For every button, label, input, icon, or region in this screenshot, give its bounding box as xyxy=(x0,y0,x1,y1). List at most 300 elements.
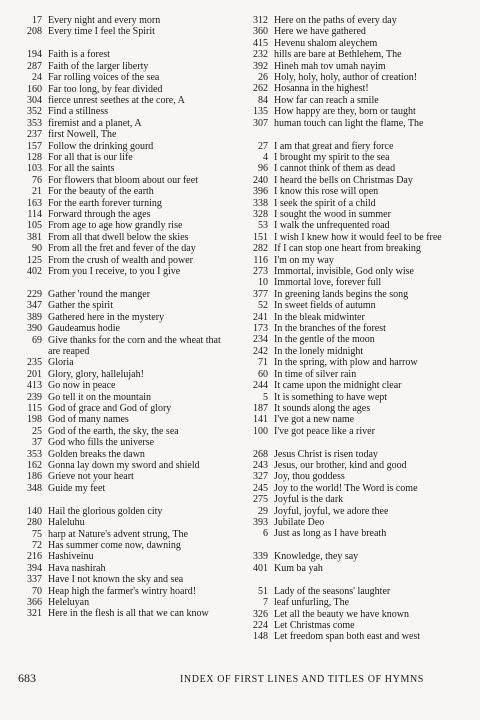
hymn-number: 239 xyxy=(27,391,42,403)
hymn-title: I've got a new name xyxy=(274,414,355,426)
hymn-title: Heleluyan xyxy=(48,597,90,608)
hymn-title: Give thanks for the corn and the wheat that are reaped xyxy=(48,334,221,357)
hymn-number: 243 xyxy=(253,460,268,472)
index-entry xyxy=(244,597,466,608)
hymn-title: Every night and every morn xyxy=(48,15,161,26)
hymn-number: 241 xyxy=(253,311,268,323)
hymn-number: 116 xyxy=(253,254,268,266)
hymn-number: 125 xyxy=(27,254,42,266)
hymn-title: Grieve not your heart xyxy=(48,471,134,483)
index-entry xyxy=(18,563,226,574)
index-entry xyxy=(18,460,226,471)
hymn-title: In the lonely midnight xyxy=(274,345,364,357)
hymn-title: Find a stillness xyxy=(48,106,109,118)
hymn-title: first Nowell, The xyxy=(48,129,117,141)
hymn-title: How far can reach a smile xyxy=(274,94,379,106)
index-entry xyxy=(18,243,226,254)
index-entry xyxy=(244,266,466,277)
index-entry xyxy=(18,84,226,95)
hymn-number: 27 xyxy=(258,140,268,152)
hymn-title: Kum ba yah xyxy=(274,562,323,574)
hymn-number: 194 xyxy=(27,49,42,61)
index-entry xyxy=(18,72,226,83)
index-entry xyxy=(244,277,466,288)
index-entry xyxy=(244,471,466,482)
hymn-number: 60 xyxy=(258,368,268,380)
index-entry xyxy=(18,597,226,608)
index-entry xyxy=(18,61,226,72)
hymn-title: Jubilate Deo xyxy=(274,517,325,529)
index-entry xyxy=(18,517,226,528)
hymn-title: Faith of the larger liberty xyxy=(48,60,149,72)
index-entry xyxy=(244,38,466,49)
hymn-number: 242 xyxy=(253,345,268,357)
hymn-title: Joyful is the dark xyxy=(274,494,344,506)
hymn-number: 402 xyxy=(27,266,42,278)
hymn-title: I know this rose will open xyxy=(274,186,379,198)
hymn-title: Gathered here in the mystery xyxy=(48,311,165,323)
hymn-title: Holy, holy, holy, author of creation! xyxy=(274,72,418,84)
hymn-title: Just as long as I have breath xyxy=(274,528,387,540)
hymn-title: Have I not known the sky and sea xyxy=(48,574,184,586)
index-entry xyxy=(244,15,466,26)
hymn-title: Glory, glory, hallelujah! xyxy=(48,368,144,380)
hymn-number: 186 xyxy=(27,471,42,483)
hymn-number: 338 xyxy=(253,197,268,209)
hymn-number: 245 xyxy=(253,482,268,494)
hymn-number: 240 xyxy=(253,174,268,186)
index-entry xyxy=(244,312,466,323)
index-entry xyxy=(244,346,466,357)
hymn-number: 148 xyxy=(253,631,268,643)
index-entry xyxy=(244,551,466,562)
index-entry xyxy=(18,15,226,26)
hymn-number: 6 xyxy=(263,528,268,540)
hymn-number: 413 xyxy=(27,380,42,392)
hymn-title: Every time I feel the Spirit xyxy=(48,26,155,38)
hymn-title: Go now in peace xyxy=(48,380,116,392)
hymn-number: 415 xyxy=(253,37,268,49)
hymn-title: Gaudeamus hodie xyxy=(48,323,120,335)
hymn-title: Faith is a forest xyxy=(48,49,110,61)
hymn-number: 396 xyxy=(253,186,268,198)
hymn-title: fierce unrest seethes at the core, A xyxy=(48,94,185,106)
index-group xyxy=(244,586,466,643)
index-entry xyxy=(244,26,466,37)
hymn-number: 187 xyxy=(253,402,268,414)
index-entry xyxy=(244,152,466,163)
index-column-right xyxy=(244,15,466,654)
index-entry xyxy=(18,220,226,231)
hymn-title: Haleluhu xyxy=(48,517,85,529)
hymn-title: From all that dwell below the skies xyxy=(48,231,189,243)
hymn-title: Let all the beauty we have known xyxy=(274,608,409,620)
hymn-number: 390 xyxy=(27,323,42,335)
index-entry xyxy=(18,608,226,619)
hymn-title: For the earth forever turning xyxy=(48,197,162,209)
index-entry xyxy=(18,129,226,140)
hymn-title: leaf unfurling, The xyxy=(274,597,350,609)
index-entry xyxy=(244,586,466,597)
hymn-number: 25 xyxy=(32,425,42,437)
hymn-number: 141 xyxy=(253,414,268,426)
hymn-number: 90 xyxy=(32,243,42,255)
index-entry xyxy=(244,357,466,368)
index-entry xyxy=(18,540,226,551)
index-entry xyxy=(18,289,226,300)
index-entry xyxy=(18,586,226,597)
hymn-title: From you I receive, to you I give xyxy=(48,266,181,278)
hymn-title: Far rolling voices of the sea xyxy=(48,72,160,84)
hymn-number: 337 xyxy=(27,574,42,586)
index-entry xyxy=(18,232,226,243)
hymn-number: 262 xyxy=(253,83,268,95)
hymn-number: 115 xyxy=(27,403,42,414)
hymn-title: Golden breaks the dawn xyxy=(48,448,145,460)
index-entry xyxy=(244,483,466,494)
hymn-number: 312 xyxy=(253,15,268,26)
index-entry xyxy=(18,369,226,380)
hymn-number: 304 xyxy=(27,94,42,106)
hymn-title: I wish I knew how it would feel to be free xyxy=(274,231,442,243)
hymn-number: 71 xyxy=(258,357,268,369)
index-entry xyxy=(18,312,226,323)
hymn-title: In the spring, with plow and harrow xyxy=(274,357,418,369)
index-group xyxy=(18,506,226,620)
index-entry xyxy=(18,141,226,152)
index-entry xyxy=(244,95,466,106)
index-entry xyxy=(18,506,226,517)
hymn-title: In the bleak midwinter xyxy=(274,311,365,323)
index-entry xyxy=(18,426,226,437)
hymn-title: Hashiveinu xyxy=(48,551,94,563)
hymn-number: 24 xyxy=(32,72,42,84)
hymn-title: From the crush of wealth and power xyxy=(48,254,193,266)
hymn-number: 84 xyxy=(258,94,268,106)
hymn-title: Joyful, joyful, we adore thee xyxy=(274,505,389,517)
running-head: INDEX OF FIRST LINES AND TITLES OF HYMNS xyxy=(180,674,424,685)
index-entry xyxy=(18,574,226,585)
hymn-title: I brought my spirit to the sea xyxy=(274,151,390,163)
hymn-number: 7 xyxy=(263,597,268,609)
hymn-title: Knowledge, they say xyxy=(274,551,359,563)
hymn-number: 72 xyxy=(32,539,42,551)
hymn-number: 75 xyxy=(32,528,42,540)
hymn-title: God of grace and God of glory xyxy=(48,403,172,414)
index-entry xyxy=(244,494,466,505)
index-entry xyxy=(18,209,226,220)
hymn-number: 151 xyxy=(253,231,268,243)
hymn-number: 70 xyxy=(32,585,42,597)
index-entry xyxy=(244,403,466,414)
hymn-number: 321 xyxy=(27,608,42,620)
hymn-number: 26 xyxy=(258,72,268,84)
index-entry xyxy=(244,380,466,391)
hymn-title: Guide my feet xyxy=(48,482,106,494)
hymn-number: 327 xyxy=(253,471,268,483)
page-footer xyxy=(18,671,460,686)
hymn-number: 280 xyxy=(27,517,42,529)
hymn-title: Lady of the seasons' laughter xyxy=(274,585,391,597)
hymn-title: Joy to the world! The Word is come xyxy=(274,482,418,494)
hymn-title: From age to age how grandly rise xyxy=(48,220,183,232)
index-group xyxy=(18,49,226,277)
hymn-number: 307 xyxy=(253,117,268,129)
hymn-title: Far too long, by fear divided xyxy=(48,83,163,95)
hymn-number: 198 xyxy=(27,414,42,426)
hymn-number: 381 xyxy=(27,231,42,243)
index-entry xyxy=(244,243,466,254)
index-entry xyxy=(244,289,466,300)
hymn-number: 235 xyxy=(27,357,42,369)
hymn-number: 51 xyxy=(258,585,268,597)
index-entry xyxy=(18,380,226,391)
hymn-number: 17 xyxy=(32,15,42,26)
hymn-title: In the branches of the forest xyxy=(274,323,386,335)
hymn-number: 389 xyxy=(27,311,42,323)
hymn-number: 105 xyxy=(27,220,42,232)
hymn-number: 135 xyxy=(253,106,268,118)
index-entry xyxy=(244,163,466,174)
hymn-title: Hava nashirah xyxy=(48,562,106,574)
hymn-number: 224 xyxy=(253,619,268,631)
hymn-number: 53 xyxy=(258,220,268,232)
index-group xyxy=(244,141,466,438)
index-entry xyxy=(244,414,466,425)
page-number: 683 xyxy=(18,671,36,685)
index-entry xyxy=(18,529,226,540)
index-group xyxy=(244,551,466,574)
index-entry xyxy=(244,220,466,231)
hymn-title: I heard the bells on Christmas Day xyxy=(274,174,413,186)
index-entry xyxy=(244,106,466,117)
hymn-title: Let Christmas come xyxy=(274,619,355,631)
hymn-number: 5 xyxy=(263,391,268,403)
hymn-number: 339 xyxy=(253,551,268,563)
index-group xyxy=(18,289,226,494)
hymn-title: Go tell it on the mountain xyxy=(48,391,152,403)
index-entry xyxy=(18,95,226,106)
hymn-number: 394 xyxy=(27,562,42,574)
hymn-title: I'm on my way xyxy=(274,254,334,266)
index-entry xyxy=(244,631,466,642)
hymn-title: Forward through the ages xyxy=(48,209,151,220)
hymn-title: God who fills the universe xyxy=(48,437,155,449)
hymn-title: Joy, thou goddess xyxy=(274,471,345,483)
index-entry xyxy=(244,563,466,574)
hymn-number: 328 xyxy=(253,209,268,220)
index-entry xyxy=(18,186,226,197)
hymn-title: Here we have gathered xyxy=(274,26,366,38)
hymn-number: 29 xyxy=(258,505,268,517)
hymn-number: 163 xyxy=(27,197,42,209)
hymn-number: 208 xyxy=(27,26,42,38)
hymn-title: How happy are they, born or taught xyxy=(274,106,416,118)
hymn-title: In sweet fields of autumn xyxy=(274,300,376,312)
hymn-number: 393 xyxy=(253,517,268,529)
hymn-title: For the beauty of the earth xyxy=(48,186,154,198)
hymn-number: 100 xyxy=(253,425,268,437)
hymn-title: In the gentle of the moon xyxy=(274,334,375,346)
hymn-number: 140 xyxy=(27,505,42,517)
hymn-title: Hineh mah tov umah nayim xyxy=(274,60,386,72)
hymn-title: Hosanna in the highest! xyxy=(274,83,369,95)
hymn-number: 37 xyxy=(32,437,42,449)
hymn-number: 366 xyxy=(27,597,42,608)
index-entry xyxy=(244,323,466,334)
hymn-number: 353 xyxy=(27,448,42,460)
index-entry xyxy=(18,198,226,209)
hymn-number: 377 xyxy=(253,288,268,300)
hymn-title: Immortal, invisible, God only wise xyxy=(274,266,414,278)
hymn-title: I am that great and fiery force xyxy=(274,140,394,152)
hymn-number: 103 xyxy=(27,163,42,175)
hymn-number: 160 xyxy=(27,83,42,95)
hymn-title: Gonna lay down my sword and shield xyxy=(48,460,200,472)
hymn-number: 268 xyxy=(253,448,268,460)
index-entry xyxy=(244,255,466,266)
index-entry xyxy=(244,198,466,209)
index-column-left xyxy=(18,15,226,631)
hymn-title: It came upon the midnight clear xyxy=(274,380,402,392)
hymn-title: I seek the spirit of a child xyxy=(274,197,376,209)
index-entry xyxy=(244,426,466,437)
index-entry xyxy=(18,437,226,448)
hymn-title: In time of silver rain xyxy=(274,368,357,380)
hymn-number: 173 xyxy=(253,323,268,335)
hymn-number: 287 xyxy=(27,60,42,72)
index-entry xyxy=(18,392,226,403)
hymn-number: 128 xyxy=(27,151,42,163)
index-entry xyxy=(18,551,226,562)
hymn-number: 273 xyxy=(253,266,268,278)
hymn-number: 157 xyxy=(27,140,42,152)
hymn-number: 201 xyxy=(27,368,42,380)
hymn-title: If I can stop one heart from breaking xyxy=(274,243,421,255)
index-entry xyxy=(18,471,226,482)
index-group xyxy=(244,15,466,129)
index-entry xyxy=(244,528,466,539)
hymn-title: For all the saints xyxy=(48,163,115,175)
hymn-title: harp at Nature's advent strung, The xyxy=(48,528,188,540)
index-entry xyxy=(18,357,226,368)
index-entry xyxy=(244,609,466,620)
hymn-title: Immortal love, forever full xyxy=(274,277,382,289)
hymn-title: human touch can light the flame, The xyxy=(274,117,424,129)
hymn-title: Gather 'round the manger xyxy=(48,288,151,300)
index-entry xyxy=(244,449,466,460)
hymn-number: 244 xyxy=(253,380,268,392)
index-entry xyxy=(244,83,466,94)
hymn-title: God of many names xyxy=(48,414,129,426)
index-entry xyxy=(244,72,466,83)
hymn-number: 360 xyxy=(253,26,268,38)
index-entry xyxy=(18,106,226,117)
index-entry xyxy=(244,392,466,403)
hymn-title: Hail the glorious golden city xyxy=(48,505,163,517)
index-entry xyxy=(18,26,226,37)
hymn-title: Has summer come now, dawning xyxy=(48,539,181,551)
index-group xyxy=(18,15,226,38)
hymn-number: 52 xyxy=(258,300,268,312)
index-entry xyxy=(18,300,226,311)
index-entry xyxy=(18,175,226,186)
index-entry xyxy=(18,449,226,460)
index-entry xyxy=(244,334,466,345)
hymn-title: It sounds along the ages xyxy=(274,402,371,414)
index-entry xyxy=(18,335,226,358)
hymn-number: 347 xyxy=(27,300,42,312)
hymn-number: 234 xyxy=(253,334,268,346)
hymn-number: 352 xyxy=(27,106,42,118)
hymn-number: 348 xyxy=(27,482,42,494)
hymn-title: Follow the drinking gourd xyxy=(48,140,154,152)
hymn-number: 162 xyxy=(27,460,42,472)
hymn-number: 10 xyxy=(258,277,268,289)
index-entry xyxy=(244,141,466,152)
index-entry xyxy=(244,506,466,517)
hymn-number: 282 xyxy=(253,243,268,255)
index-entry xyxy=(18,266,226,277)
hymn-title: Let freedom span both east and west xyxy=(274,631,421,643)
index-entry xyxy=(244,517,466,528)
hymn-title: Gather the spirit xyxy=(48,300,113,312)
index-entry xyxy=(18,403,226,414)
index-entry xyxy=(244,460,466,471)
index-entry xyxy=(18,414,226,425)
index-entry xyxy=(18,152,226,163)
hymn-title: I walk the unfrequented road xyxy=(274,220,390,232)
hymn-number: 216 xyxy=(27,551,42,563)
hymn-title: firemist and a planet, A xyxy=(48,117,142,129)
hymn-title: I sought the wood in summer xyxy=(274,209,391,220)
index-entry xyxy=(18,49,226,60)
hymn-number: 237 xyxy=(27,129,42,141)
hymn-number: 69 xyxy=(32,334,42,346)
index-entry xyxy=(244,49,466,60)
index-entry xyxy=(18,255,226,266)
hymn-title: Gloria xyxy=(48,357,74,369)
index-entry xyxy=(244,369,466,380)
hymn-title: Here on the paths of every day xyxy=(274,15,397,26)
hymn-title: God of the earth, the sky, the sea xyxy=(48,425,179,437)
hymn-number: 275 xyxy=(253,494,268,506)
hymn-title: For flowers that bloom about our feet xyxy=(48,174,198,186)
index-entry xyxy=(244,175,466,186)
hymn-number: 76 xyxy=(32,174,42,186)
hymn-number: 229 xyxy=(27,288,42,300)
hymn-title: hills are bare at Bethlehem, The xyxy=(274,49,402,61)
index-entry xyxy=(244,300,466,311)
index-group xyxy=(244,449,466,540)
index-entry xyxy=(18,163,226,174)
hymn-number: 401 xyxy=(253,562,268,574)
index-entry xyxy=(244,209,466,220)
hymn-title: Hevenu shalom aleychem xyxy=(274,37,378,49)
hymn-number: 114 xyxy=(27,209,42,220)
index-entry xyxy=(244,620,466,631)
index-entry xyxy=(244,232,466,243)
hymn-title: Heap high the farmer's wintry hoard! xyxy=(48,585,197,597)
index-entry xyxy=(244,186,466,197)
hymn-title: Jesus, our brother, kind and good xyxy=(274,460,407,472)
hymn-title: Here in the flesh is all that we can know xyxy=(48,608,209,620)
index-entry xyxy=(244,118,466,129)
index-entry xyxy=(18,323,226,334)
hymn-title: In greening lands begins the song xyxy=(274,288,409,300)
hymn-title: For all that is our life xyxy=(48,151,133,163)
hymn-number: 326 xyxy=(253,608,268,620)
